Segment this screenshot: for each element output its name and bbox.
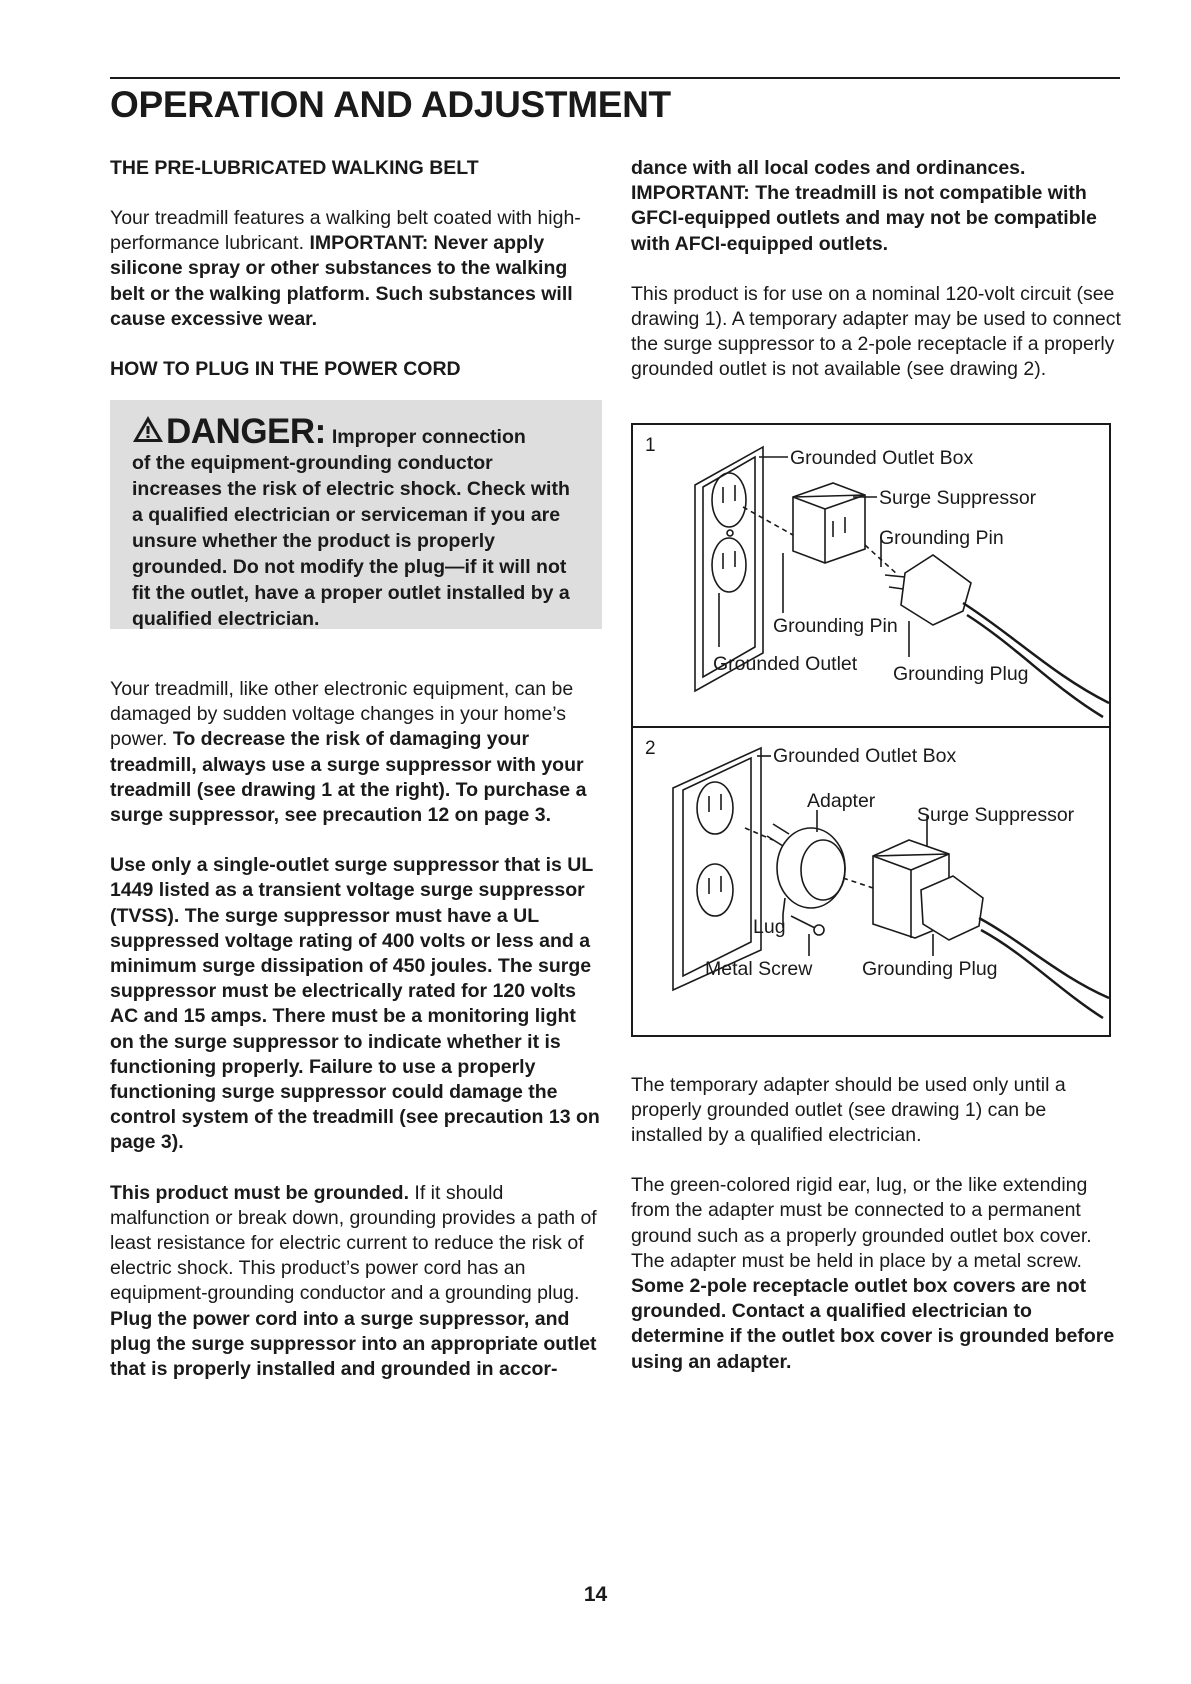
green-lug-bold: Some 2-pole receptacle outlet box covers are not grounded. Contact a qualified electrician to determine if the outlet box cover is grounded before using an adapter. — [631, 1275, 1115, 1373]
label-surge-suppressor-1: Surge Suppressor — [879, 486, 1037, 509]
label-grounding-plug-2: Grounding Plug — [862, 957, 998, 980]
belt-heading: THE PRE-LUBRICATED WALKING BELT — [110, 157, 479, 179]
drawing-2-illustration — [633, 728, 1109, 1035]
label-surge-suppressor-2: Surge Suppressor — [917, 803, 1075, 826]
label-grounded-outlet-box-1: Grounded Outlet Box — [790, 446, 974, 469]
drawing-1 — [633, 425, 1109, 726]
drawing-1-number: 1 — [645, 434, 656, 456]
continued-important: dance with all local codes and ordinances. IMPORTANT: The treadmill is not compatible with GFCI-equipped outlets and may not be compatible with AFCI-equipped outlets. — [631, 157, 1097, 255]
right-column — [631, 156, 1123, 1375]
green-lug-text: The green-colored rigid ear, lug, or the like extending from the adapter must be connected to a permanent ground such as a properly grounded outlet box cover. The adapter must be held in place by a metal screw. — [631, 1174, 1092, 1272]
plug-heading: HOW TO PLUG IN THE POWER CORD — [110, 358, 461, 381]
label-grounding-pin-bottom-1: Grounding Pin — [773, 614, 898, 637]
danger-box — [110, 400, 602, 629]
page-title: OPERATION AND ADJUSTMENT — [110, 84, 671, 125]
belt-text: Your treadmill features a walking belt coated with high-performance lubricant. — [110, 207, 581, 255]
drawing-1-illustration — [633, 425, 1109, 726]
label-adapter-2: Adapter — [807, 789, 876, 812]
grounding-text: If it should malfunction or break down, grounding provides a path of least resistance for electric current to reduce the risk of electric shock. This product’s power cord has an equipment-grounding conductor and a grounding plug. — [110, 1181, 597, 1305]
label-grounded-outlet-1: Grounded Outlet — [713, 652, 858, 675]
title-rule — [110, 77, 1120, 79]
single-outlet-paragraph: Use only a single-outlet surge suppressor that is UL 1449 listed as a transient voltage surge suppressor (TVSS). The surge suppressor must have a UL suppressed voltage rating of 400 volts or less and a minimum surge dissipation of 450 joules. The surge suppressor must be electrically rated for 120 volts AC and 15 amps. There must be a monitoring light on the surge suppressor to indicate whether it is functioning properly. Failure to use a properly functioning surge suppressor could damage the control system of the treadmill (see precaution 13 on page 3). — [110, 854, 600, 1154]
page-number: 14 — [583, 1583, 608, 1606]
label-grounded-outlet-box-2: Grounded Outlet Box — [773, 744, 957, 767]
drawing-2-number: 2 — [645, 737, 656, 759]
danger-word: DANGER: — [166, 412, 326, 452]
label-lug-2: Lug — [753, 915, 786, 938]
belt-important: IMPORTANT: Never apply silicone spray or other substances to the walking belt or the walking platform. Such substances will cause excessive wear. — [110, 232, 573, 330]
danger-text: of the equipment-grounding conductor increases the risk of electric shock. Check with a qualified electrician or serviceman if you are unsure whether the product is properly grounded. Do not modify the plug—if it will not fit the outlet, have a proper outlet installed by a qualified electrician. — [132, 452, 570, 631]
danger-header — [132, 414, 526, 450]
left-column — [110, 156, 602, 1382]
circuit-paragraph: This product is for use on a nominal 120-volt circuit (see drawing 1). A temporary adapter may be used to connect the surge suppressor to a 2-pole receptacle if a properly grounded outlet is not available (see drawing 2). — [631, 282, 1121, 381]
label-grounding-plug-1: Grounding Plug — [893, 662, 1029, 685]
green-lug-paragraph — [631, 1173, 1123, 1375]
surge-important: To decrease the risk of damaging your treadmill, always use a surge suppressor with your treadmill (see drawing 1 at the right). To purchase a surge suppressor, see precaution 12 on page 3. — [110, 728, 587, 827]
surge-paragraph — [110, 677, 602, 828]
adapter-paragraph: The temporary adapter should be used only until a properly grounded outlet (see drawing 1) can be installed by a qualified electrician. — [631, 1073, 1066, 1147]
grounding-paragraph — [110, 1181, 602, 1383]
grounding-bold: This product must be grounded. — [110, 1181, 409, 1204]
grounding-bold-2: Plug the power cord into a surge suppressor, and plug the surge suppressor into an appropriate outlet that is properly installed and grounded in accor- — [110, 1307, 597, 1381]
drawings-figure — [631, 423, 1111, 1037]
surge-text: Your treadmill, like other electronic equipment, can be damaged by sudden voltage changes in your home’s power. — [110, 678, 574, 751]
drawing-2 — [633, 726, 1109, 1035]
label-metal-screw-2: Metal Screw — [705, 957, 813, 980]
belt-paragraph — [110, 206, 602, 332]
danger-lead: Improper connection — [331, 426, 526, 449]
warning-triangle-icon — [132, 415, 164, 443]
label-grounding-pin-top-1: Grounding Pin — [879, 526, 1004, 549]
